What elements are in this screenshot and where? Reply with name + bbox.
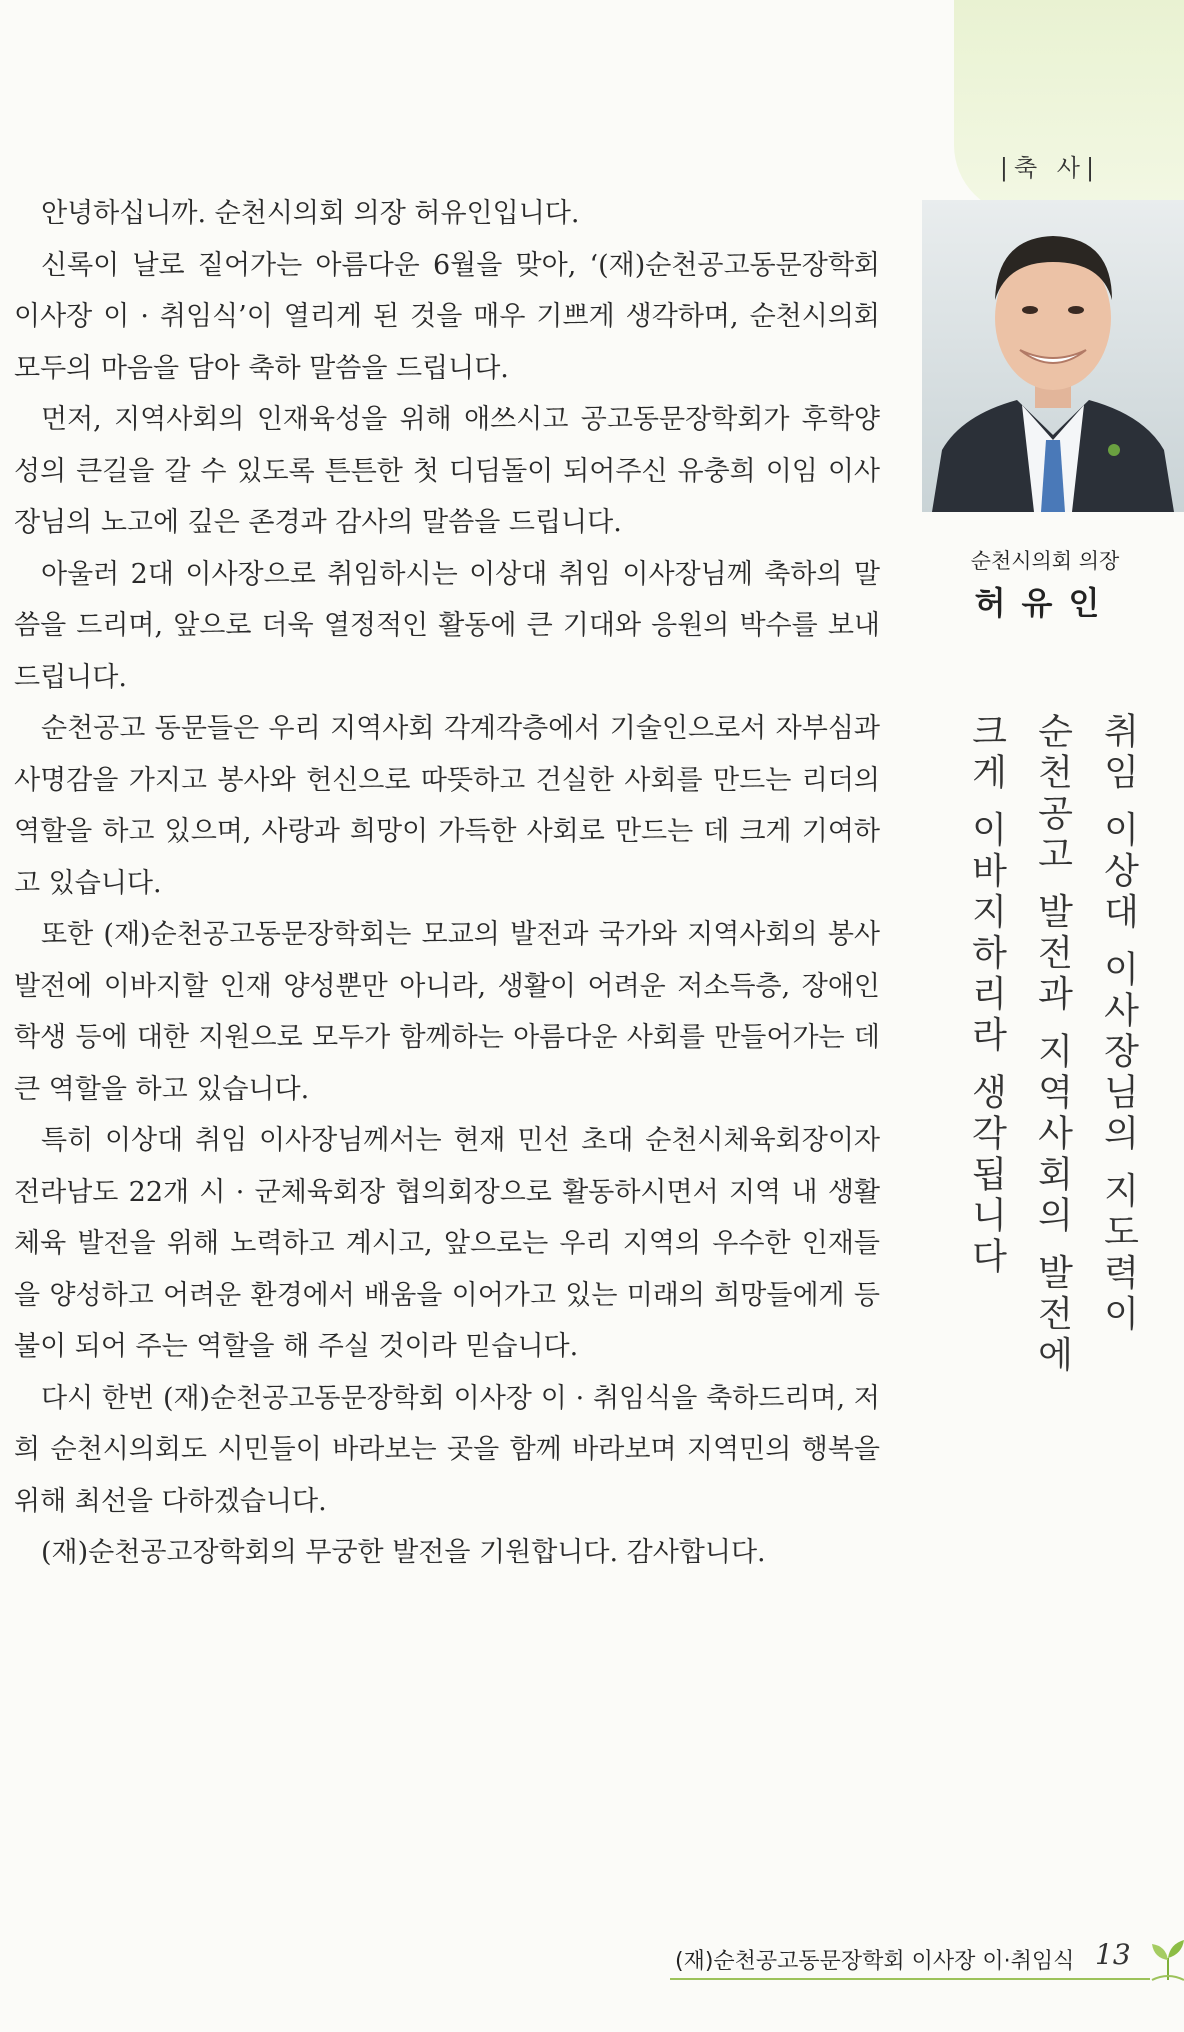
footer-rule — [670, 1978, 1150, 1980]
footer-title: (재)순천공고동문장학회 이사장 이·취임식 — [675, 1949, 1075, 1974]
section-label: |축 사| — [999, 154, 1101, 182]
paragraph: 먼저, 지역사회의 인재육성을 위해 애쓰시고 공고동문장학회가 후학양성의 큰길을 갈 수 있도록 튼튼한 첫 디딤돌이 되어주신 유충희 이임 이사장님의 노고에 깊은 존경과 감사의 말씀을 드립니다. — [14, 404, 880, 538]
quote-line-3: 크게 이바지하리라 생각됩니다 — [966, 712, 1007, 1278]
page-number: 13 — [1095, 1938, 1131, 1971]
leaf-sprout-icon — [1148, 1936, 1184, 1982]
paragraph: 또한 (재)순천공고동문장학회는 모교의 발전과 국가와 지역사회의 봉사발전에 이바지할 인재 양성뿐만 아니라, 생활이 어려운 저소득층, 장애인 학생 등에 대한 지원으로 모두가 함께하는 아름다운 사회를 만들어가는 데 큰 역할을 하고 있습니다. — [14, 919, 880, 1105]
paragraph-greeting: 안녕하십니까. 순천시의회 의장 허유인입니다. — [41, 198, 580, 229]
paragraph: 특히 이상대 취임 이사장님께서는 현재 민선 초대 순천시체육회장이자 전라남도 22개 시 · 군체육회장 협의회장으로 활동하시면서 지역 내 생활체육 발전을 위해 노력하고 계시고, 앞으로는 우리 지역의 우수한 인재들을 양성하고 어려운 환경에서 배움을 이어가고 있는 미래의 희망들에게 등불이 되어 주는 역할을 해 주실 것이라 믿습니다. — [14, 1125, 880, 1362]
speaker-title: 순천시의회 의장 — [970, 549, 1120, 573]
page-footer — [640, 1938, 1170, 1988]
congratulatory-address — [14, 188, 880, 1579]
paragraph-closing: (재)순천공고장학회의 무궁한 발전을 기원합니다. 감사합니다. — [41, 1537, 766, 1568]
vertical-pull-quote — [960, 712, 1144, 1432]
portrait-illustration — [922, 200, 1184, 512]
paragraph: 아울러 2대 이사장으로 취임하시는 이상대 취임 이사장님께 축하의 말씀을 드리며, 앞으로 더욱 열정적인 활동에 큰 기대와 응원의 박수를 보내드립니다. — [14, 558, 880, 693]
speaker-name: 허유인 — [974, 584, 1116, 622]
quote-line-1: 취임 이상대 이사장님의 지도력이 — [1098, 712, 1139, 1336]
quote-line-2: 순천공고 발전과 지역사회의 발전에 — [1032, 712, 1073, 1377]
portrait-photo — [922, 200, 1184, 512]
paragraph: 순천공고 동문들은 우리 지역사회 각계각층에서 기술인으로서 자부심과 사명감을 가지고 봉사와 헌신으로 따뜻하고 건실한 사회를 만드는 리더의 역할을 하고 있으며, 사랑과 희망이 가득한 사회로 만드는 데 크게 기여하고 있습니다. — [14, 713, 880, 899]
paragraph: 다시 한번 (재)순천공고동문장학회 이사장 이 · 취임식을 축하드리며, 저희 순천시의회도 시민들이 바라보는 곳을 함께 바라보며 지역민의 행복을 위해 최선을 다하겠습니다. — [14, 1382, 880, 1517]
paragraph: 신록이 날로 짙어가는 아름다운 6월을 맞아, ‘(재)순천공고동문장학회 이사장 이 · 취임식’이 열리게 된 것을 매우 기쁘게 생각하며, 순천시의회 모두의 마음을 담아 축하 말씀을 드립니다. — [14, 249, 880, 384]
